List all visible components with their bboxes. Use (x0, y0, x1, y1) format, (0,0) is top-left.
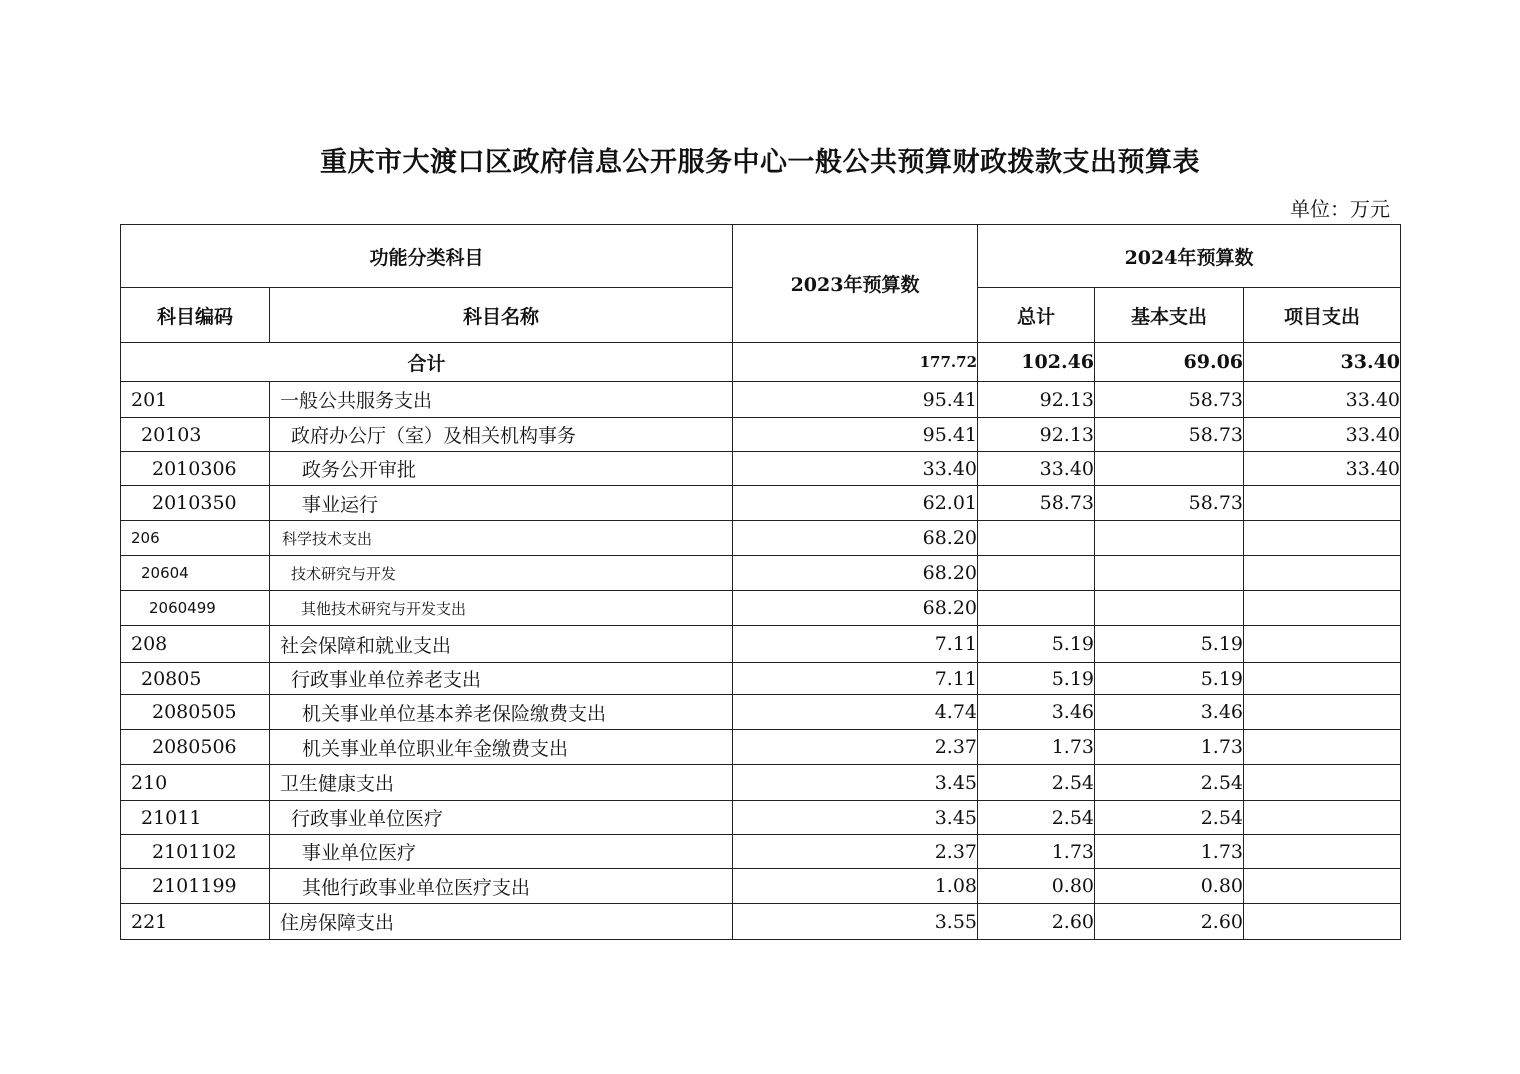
row-code: 2101199 (121, 869, 270, 904)
row-total: 3.46 (978, 695, 1095, 730)
row-project (1244, 521, 1401, 556)
row-total: 2.54 (978, 765, 1095, 801)
row-code: 221 (121, 904, 270, 940)
row-basic: 58.73 (1095, 486, 1244, 521)
row-code: 2080505 (121, 695, 270, 730)
header-func-class: 功能分类科目 (121, 225, 733, 288)
row-b2023: 3.45 (733, 801, 978, 835)
row-code: 2010306 (121, 452, 270, 486)
row-name: 行政事业单位医疗 (270, 801, 733, 835)
row-name: 科学技术支出 (270, 521, 733, 556)
row-b2023: 7.11 (733, 663, 978, 695)
row-name: 机关事业单位基本养老保险缴费支出 (270, 695, 733, 730)
table-row (121, 591, 1401, 626)
row-code: 2060499 (121, 591, 270, 626)
row-b2023: 68.20 (733, 591, 978, 626)
table-row (121, 486, 1401, 521)
table-body (121, 343, 1401, 940)
row-b2023: 7.11 (733, 626, 978, 663)
row-project (1244, 835, 1401, 869)
row-b2023: 62.01 (733, 486, 978, 521)
row-basic: 58.73 (1095, 418, 1244, 452)
row-total: 33.40 (978, 452, 1095, 486)
row-project (1244, 801, 1401, 835)
row-project (1244, 663, 1401, 695)
row-b2023: 95.41 (733, 418, 978, 452)
row-b2023: 1.08 (733, 869, 978, 904)
table-row (121, 695, 1401, 730)
row-code: 2010350 (121, 486, 270, 521)
table-row (121, 904, 1401, 940)
row-code: 20103 (121, 418, 270, 452)
row-total: 1.73 (978, 730, 1095, 765)
header-code: 科目编码 (121, 288, 270, 343)
table-row (121, 418, 1401, 452)
row-total: 2.54 (978, 801, 1095, 835)
row-basic: 58.73 (1095, 382, 1244, 418)
row-project (1244, 556, 1401, 591)
row-name: 一般公共服务支出 (270, 382, 733, 418)
row-name: 其他技术研究与开发支出 (270, 591, 733, 626)
table-row (121, 801, 1401, 835)
row-basic (1095, 556, 1244, 591)
row-name: 机关事业单位职业年金缴费支出 (270, 730, 733, 765)
table-row (121, 765, 1401, 801)
row-code: 201 (121, 382, 270, 418)
table-row (121, 869, 1401, 904)
row-b2023: 33.40 (733, 452, 978, 486)
budget-table (120, 224, 1401, 940)
row-basic: 1.73 (1095, 835, 1244, 869)
row-total: 1.73 (978, 835, 1095, 869)
row-name: 事业单位医疗 (270, 835, 733, 869)
row-total: 0.80 (978, 869, 1095, 904)
row-project (1244, 486, 1401, 521)
table-row (121, 730, 1401, 765)
row-code: 2101102 (121, 835, 270, 869)
row-basic (1095, 452, 1244, 486)
total-project: 33.40 (1244, 343, 1401, 382)
row-b2023: 4.74 (733, 695, 978, 730)
row-basic: 5.19 (1095, 663, 1244, 695)
row-b2023: 68.20 (733, 556, 978, 591)
row-b2023: 2.37 (733, 730, 978, 765)
row-project: 33.40 (1244, 418, 1401, 452)
row-name: 技术研究与开发 (270, 556, 733, 591)
header-name: 科目名称 (270, 288, 733, 343)
header-budget-2023: 2023年预算数 (733, 225, 978, 343)
row-name: 其他行政事业单位医疗支出 (270, 869, 733, 904)
row-basic: 0.80 (1095, 869, 1244, 904)
row-project (1244, 626, 1401, 663)
row-b2023: 68.20 (733, 521, 978, 556)
row-project (1244, 765, 1401, 801)
row-b2023: 3.55 (733, 904, 978, 940)
row-name: 事业运行 (270, 486, 733, 521)
row-basic: 2.60 (1095, 904, 1244, 940)
row-project (1244, 869, 1401, 904)
table-row (121, 452, 1401, 486)
row-basic (1095, 521, 1244, 556)
row-b2023: 3.45 (733, 765, 978, 801)
row-name: 卫生健康支出 (270, 765, 733, 801)
total-row (121, 343, 1401, 382)
header-basic: 基本支出 (1095, 288, 1244, 343)
row-basic: 5.19 (1095, 626, 1244, 663)
row-project (1244, 695, 1401, 730)
row-name: 行政事业单位养老支出 (270, 663, 733, 695)
table-row (121, 382, 1401, 418)
row-code: 2080506 (121, 730, 270, 765)
row-basic (1095, 591, 1244, 626)
row-project: 33.40 (1244, 382, 1401, 418)
row-total: 92.13 (978, 382, 1095, 418)
row-name: 政务公开审批 (270, 452, 733, 486)
table-row (121, 835, 1401, 869)
row-b2023: 95.41 (733, 382, 978, 418)
row-code: 21011 (121, 801, 270, 835)
row-basic: 2.54 (1095, 801, 1244, 835)
row-name: 政府办公厅（室）及相关机构事务 (270, 418, 733, 452)
row-code: 206 (121, 521, 270, 556)
table-row (121, 521, 1401, 556)
header-total: 总计 (978, 288, 1095, 343)
row-code: 20805 (121, 663, 270, 695)
total-b2023: 177.72 (733, 343, 978, 382)
page-title: 重庆市大渡口区政府信息公开服务中心一般公共预算财政拨款支出预算表 (320, 147, 1200, 178)
row-code: 208 (121, 626, 270, 663)
row-total: 5.19 (978, 626, 1095, 663)
total-total: 102.46 (978, 343, 1095, 382)
row-basic: 2.54 (1095, 765, 1244, 801)
row-name: 住房保障支出 (270, 904, 733, 940)
row-total (978, 556, 1095, 591)
row-code: 210 (121, 765, 270, 801)
row-code: 20604 (121, 556, 270, 591)
unit-label: 单位：万元 (1290, 197, 1390, 221)
row-basic: 1.73 (1095, 730, 1244, 765)
row-total (978, 521, 1095, 556)
row-name: 社会保障和就业支出 (270, 626, 733, 663)
table-row (121, 626, 1401, 663)
row-basic: 3.46 (1095, 695, 1244, 730)
table-row (121, 556, 1401, 591)
row-total: 2.60 (978, 904, 1095, 940)
header-budget-2024: 2024年预算数 (978, 225, 1401, 288)
row-b2023: 2.37 (733, 835, 978, 869)
row-total: 92.13 (978, 418, 1095, 452)
row-total (978, 591, 1095, 626)
row-total: 5.19 (978, 663, 1095, 695)
row-total: 58.73 (978, 486, 1095, 521)
table-row (121, 663, 1401, 695)
header-project: 项目支出 (1244, 288, 1401, 343)
total-basic: 69.06 (1095, 343, 1244, 382)
row-project (1244, 591, 1401, 626)
row-project (1244, 904, 1401, 940)
total-label: 合计 (121, 343, 733, 382)
row-project: 33.40 (1244, 452, 1401, 486)
row-project (1244, 730, 1401, 765)
